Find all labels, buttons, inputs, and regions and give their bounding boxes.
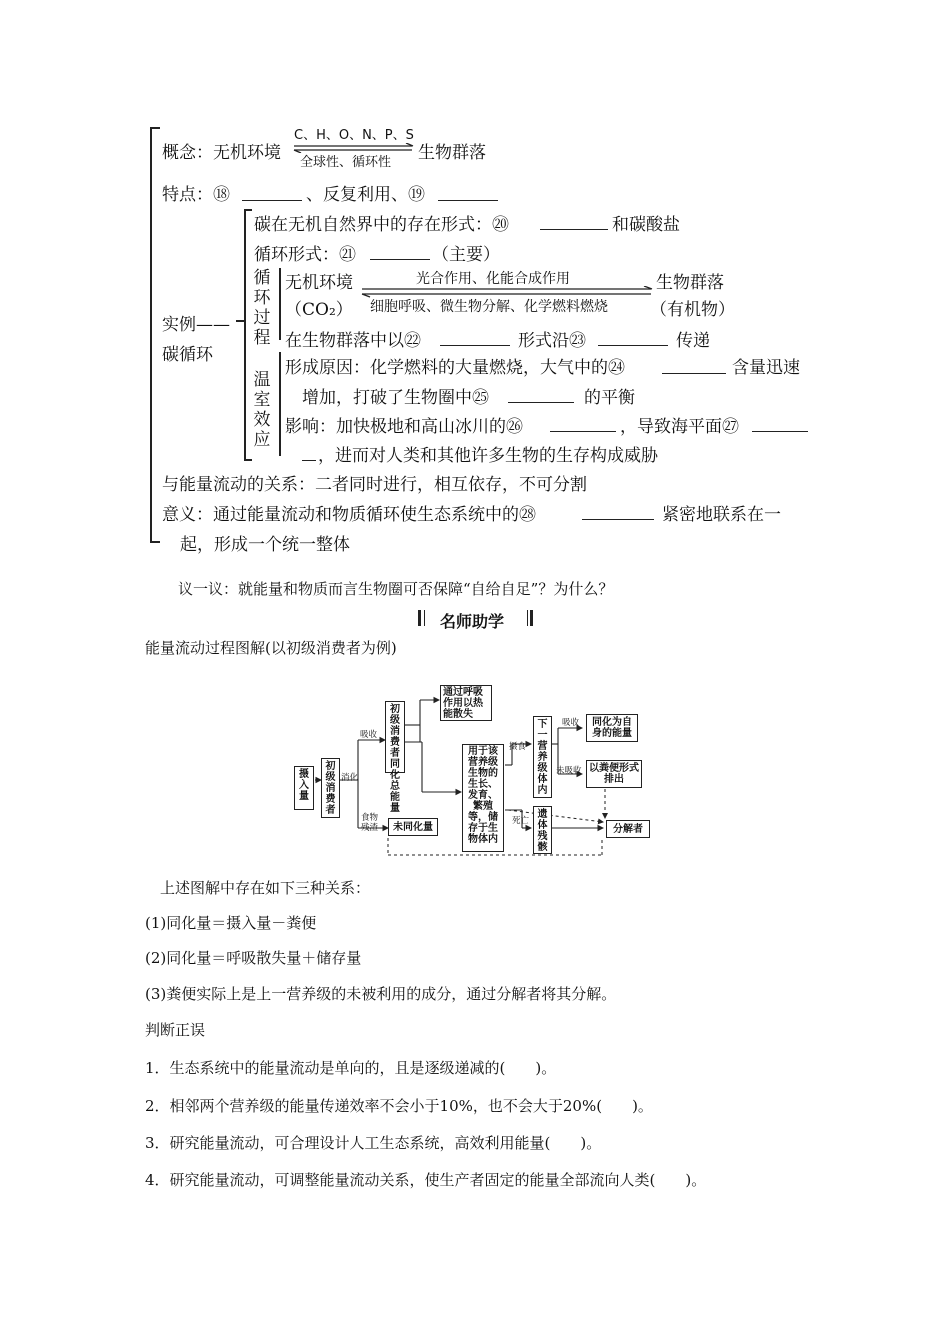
cycle-process-3: 过 [253,308,271,328]
assimilated-box: 初级消费者同化总能量 [385,701,405,773]
example-label2: 碳循环 [162,345,213,365]
brace-bottom [150,541,160,543]
carbon-brace-bottom [244,459,252,461]
greenhouse-1: 温 [253,370,271,390]
concept-label: 概念：无机环境 [162,143,281,163]
blank-22[interactable] [440,345,510,346]
diagram-title: 能量流动过程图解(以初级消费者为例) [145,639,397,657]
next-level-box: 下一营养级体内 [533,716,552,798]
cause-line2: 增加，打破了生物圈中㉕ [302,388,489,408]
env-label: 无机环境 [285,273,353,293]
concept-arrow-top: C、H、O、N、P、S [294,128,414,143]
carbon-form-end: 和碳酸盐 [612,215,680,235]
unassimilated-box: 未同化量 [388,818,438,836]
in-community-mid: 形式沿㉓ [518,331,586,351]
cycle-form: 循环形式：㉑ [254,245,356,265]
cycle-process-1: 循 [253,268,271,288]
blank-27[interactable] [752,431,808,432]
cause-end: 含量迅速 [732,358,800,378]
section-header: 名师助学 [440,612,505,631]
blank-27-cont [302,460,316,461]
community-label: 生物群落 [656,273,724,293]
blank-18[interactable] [242,200,302,201]
digest-label: 消化 [341,773,359,783]
carbon-form: 碳在无机自然界中的存在形式：⑳ [254,215,509,235]
carbon-brace-top [244,209,252,211]
blank-28[interactable] [582,519,654,520]
decomposer-box: 分解者 [606,820,650,838]
impact-mid: ，导致海平面㉗ [620,417,739,437]
relation-line: 与能量流动的关系：二者同时进行，相互依存，不可分割 [162,475,587,495]
feature-mid: 、反复利用、⑲ [306,185,425,205]
cycle-brace [279,268,281,340]
not-absorb-label: 未吸收 [556,766,582,776]
meaning-line: 意义：通过能量流动和物质循环使生态系统中的㉘ [162,505,536,525]
judge-item-4[interactable]: 4．研究能量流动，可调整能量流动关系，使生产者固定的能量全部流向人类( )。 [145,1171,707,1189]
carbon-brace-point [236,320,244,322]
relations-intro: 上述图解中存在如下三种关系： [160,879,371,897]
death-label: 死亡 [512,816,530,826]
meaning-end: 紧密地联系在一 [662,505,781,525]
env-sub: （CO₂） [285,300,353,320]
blank-25[interactable] [508,402,574,403]
cycle-form-end: （主要） [432,245,500,265]
blank-21[interactable] [370,259,430,260]
header-bar-left-thin [424,610,425,626]
cause-line: 形成原因：化学燃料的大量燃烧，大气中的㉔ [285,358,625,378]
feces-out-box: 以粪便形式排出 [586,760,642,788]
blank-19[interactable] [438,200,498,201]
main-brace [150,128,152,543]
blank-24[interactable] [662,373,726,374]
in-community-end: 传递 [676,331,710,351]
relation-2: (2)同化量＝呼吸散失量＋储存量 [145,949,362,967]
remains-box: 遗体残骸 [533,806,552,854]
carbon-brace [244,210,246,460]
greenhouse-2: 室 [253,390,271,410]
arrow-right-label: 光合作用、化能合成作用 [416,271,570,287]
greenhouse-3: 效 [253,410,271,430]
in-community: 在生物群落中以㉒ [285,331,421,351]
header-bar-left [418,610,421,626]
primary-consumer-box: 初级消费者 [321,758,340,818]
food-residue-label: 食物残渣 [361,813,379,833]
arrow-left-label: 细胞呼吸、微生物分解、化学燃料燃烧 [370,299,608,315]
cause2-end: 的平衡 [584,388,635,408]
feature-label: 特点：⑱ [162,185,230,205]
judge-item-3[interactable]: 3．研究能量流动，可合理设计人工生态系统，高效利用能量( )。 [145,1134,602,1152]
community-sub: （有机物） [650,300,735,320]
concept-end: 生物群落 [418,143,486,163]
growth-box: 用于该营养级生物的生长、发育、繁殖等，储存于生物体内 [462,744,504,852]
cycle-process-4: 程 [253,328,271,348]
discuss-question: 议一议：就能量和物质而言生物圈可否保障“自给自足”？为什么？ [178,580,614,598]
brace-top [150,127,160,129]
judge-title: 判断正误 [145,1021,206,1039]
judge-item-2[interactable]: 2．相邻两个营养级的能量传递效率不会小于10%，也不会大于20%( )。 [145,1097,653,1115]
eaten-label: 摄食 [509,742,527,752]
meaning-line2: 起，形成一个统一整体 [180,535,350,555]
example-label: 实例—— [162,315,230,335]
respire-box: 通过呼吸作用以热能散失 [440,685,492,721]
greenhouse-brace [279,352,281,456]
blank-26[interactable] [550,431,616,432]
relation-3: (3)粪便实际上是上一营养级的未被利用的成分，通过分解者将其分解。 [145,985,617,1003]
greenhouse-4: 应 [253,430,271,450]
absorb-label: 吸收 [360,730,378,740]
impact-line: 影响：加快极地和高山冰川的㉖ [285,417,523,437]
absorb2-label: 吸收 [562,718,580,728]
next-assim-box: 同化为自身的能量 [586,714,638,742]
impact-line2: ，进而对人类和其他许多生物的生存构成威胁 [318,446,658,466]
header-bar-right-thin [527,610,528,626]
concept-arrow-bottom: 全球性、循环性 [300,155,392,170]
blank-20[interactable] [540,229,608,230]
intake-box: 摄入量 [294,766,314,810]
blank-23[interactable] [598,345,668,346]
header-bar-right [530,610,533,626]
judge-item-1[interactable]: 1．生态系统中的能量流动是单向的，且是逐级递减的( )。 [145,1059,557,1077]
relation-1: (1)同化量＝摄入量－粪便 [145,914,317,932]
cycle-process-2: 环 [253,288,271,308]
